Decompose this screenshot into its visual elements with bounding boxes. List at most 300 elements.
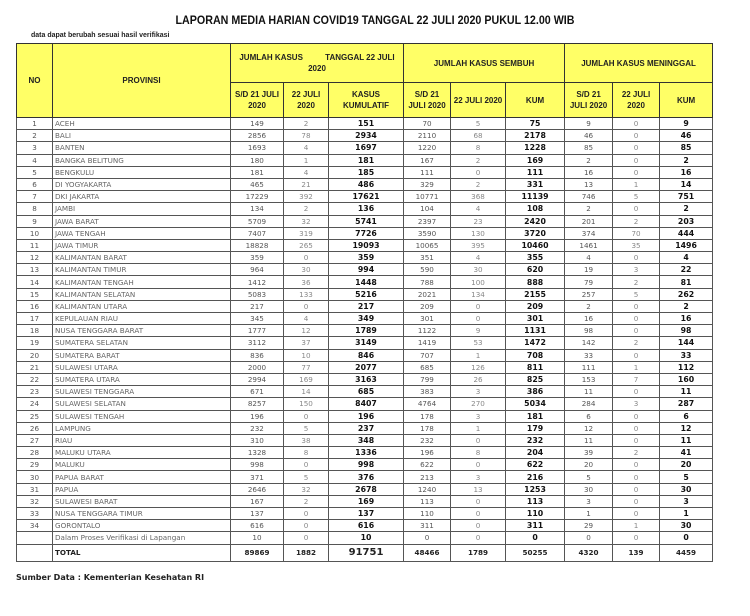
cell-kasus-sd: 17229 bbox=[231, 191, 284, 203]
cell-kasus-sd: 345 bbox=[231, 313, 284, 325]
total-kasus-today: 1882 bbox=[284, 544, 329, 561]
cell-meninggal-today: 0 bbox=[613, 495, 660, 507]
cell-meninggal-kum: 112 bbox=[660, 361, 713, 373]
cell-kasus-today: 133 bbox=[284, 288, 329, 300]
header-meninggal-today: 22 JULI 2020 bbox=[613, 83, 660, 118]
cell-meninggal-kum: 262 bbox=[660, 288, 713, 300]
cell-meninggal-sd: 11 bbox=[565, 434, 613, 446]
cell-no: 16 bbox=[17, 300, 53, 312]
table-row bbox=[17, 203, 713, 215]
cell-sembuh-kum: 181 bbox=[506, 410, 565, 422]
table-row bbox=[17, 349, 713, 361]
cell-meninggal-today: 0 bbox=[613, 459, 660, 471]
cell-sembuh-today: 0 bbox=[451, 508, 506, 520]
cell-kasus-today: 5 bbox=[284, 422, 329, 434]
cell-sembuh-kum: 111 bbox=[506, 166, 565, 178]
cell-prov: SUMATERA BARAT bbox=[53, 349, 231, 361]
cell-no: 7 bbox=[17, 191, 53, 203]
cell-sembuh-kum: 3720 bbox=[506, 227, 565, 239]
cell-sembuh-today: 1 bbox=[451, 422, 506, 434]
cell-kasus-today: 38 bbox=[284, 434, 329, 446]
cell-meninggal-sd: 9 bbox=[565, 118, 613, 130]
header-kasus-today: 22 JULI 2020 bbox=[284, 83, 329, 118]
cell-sembuh-today: 395 bbox=[451, 239, 506, 251]
cell-meninggal-today: 0 bbox=[613, 203, 660, 215]
cell-no: 17 bbox=[17, 313, 53, 325]
cell-meninggal-kum: 1496 bbox=[660, 239, 713, 251]
cell-sembuh-kum: 1131 bbox=[506, 325, 565, 337]
cell-prov: BALI bbox=[53, 130, 231, 142]
cell-sembuh-today: 53 bbox=[451, 337, 506, 349]
cell-sembuh-today: 0 bbox=[451, 495, 506, 507]
cell-sembuh-sd: 311 bbox=[404, 520, 451, 532]
cell-prov: Dalam Proses Verifikasi di Lapangan bbox=[53, 532, 231, 544]
cell-meninggal-today: 0 bbox=[613, 422, 660, 434]
cell-meninggal-sd: 30 bbox=[565, 483, 613, 495]
cell-meninggal-kum: 30 bbox=[660, 520, 713, 532]
cell-meninggal-today: 7 bbox=[613, 373, 660, 385]
cell-meninggal-today: 35 bbox=[613, 239, 660, 251]
cell-sembuh-today: 68 bbox=[451, 130, 506, 142]
cell-sembuh-sd: 2110 bbox=[404, 130, 451, 142]
cell-sembuh-sd: 2397 bbox=[404, 215, 451, 227]
cell-sembuh-today: 0 bbox=[451, 300, 506, 312]
cell-prov: GORONTALO bbox=[53, 520, 231, 532]
cell-sembuh-today: 23 bbox=[451, 215, 506, 227]
cell-sembuh-kum: 232 bbox=[506, 434, 565, 446]
cell-meninggal-sd: 2 bbox=[565, 203, 613, 215]
cell-no: 2 bbox=[17, 130, 53, 142]
cell-meninggal-sd: 374 bbox=[565, 227, 613, 239]
cell-meninggal-today: 0 bbox=[613, 386, 660, 398]
cell-no: 22 bbox=[17, 373, 53, 385]
cell-meninggal-today: 0 bbox=[613, 434, 660, 446]
cell-meninggal-today: 0 bbox=[613, 252, 660, 264]
cell-no: 13 bbox=[17, 264, 53, 276]
cell-kasus-sd: 671 bbox=[231, 386, 284, 398]
cell-kasus-kum: 998 bbox=[329, 459, 404, 471]
cell-meninggal-today: 2 bbox=[613, 215, 660, 227]
cell-prov: BANGKA BELITUNG bbox=[53, 154, 231, 166]
cell-prov: KEPULAUAN RIAU bbox=[53, 313, 231, 325]
cell-meninggal-kum: 85 bbox=[660, 142, 713, 154]
cell-meninggal-sd: 201 bbox=[565, 215, 613, 227]
cell-kasus-today: 10 bbox=[284, 349, 329, 361]
cell-meninggal-kum: 144 bbox=[660, 337, 713, 349]
cell-meninggal-kum: 4 bbox=[660, 252, 713, 264]
cell-meninggal-sd: 2 bbox=[565, 300, 613, 312]
cell-meninggal-today: 0 bbox=[613, 166, 660, 178]
cell-no: 20 bbox=[17, 349, 53, 361]
cell-sembuh-sd: 1419 bbox=[404, 337, 451, 349]
cell-no: 31 bbox=[17, 483, 53, 495]
cell-no: 12 bbox=[17, 252, 53, 264]
cell-sembuh-kum: 708 bbox=[506, 349, 565, 361]
cell-kasus-today: 1 bbox=[284, 154, 329, 166]
cell-meninggal-kum: 9 bbox=[660, 118, 713, 130]
cell-kasus-kum: 1789 bbox=[329, 325, 404, 337]
cell-no: 18 bbox=[17, 325, 53, 337]
table-row bbox=[17, 508, 713, 520]
cell-sembuh-sd: 301 bbox=[404, 313, 451, 325]
table-row bbox=[17, 166, 713, 178]
table-row bbox=[17, 386, 713, 398]
cell-sembuh-kum: 110 bbox=[506, 508, 565, 520]
total-kasus-sd: 89869 bbox=[231, 544, 284, 561]
cell-no: 32 bbox=[17, 495, 53, 507]
cell-prov: KALIMANTAN TIMUR bbox=[53, 264, 231, 276]
cell-kasus-sd: 7407 bbox=[231, 227, 284, 239]
cell-kasus-sd: 5709 bbox=[231, 215, 284, 227]
cell-sembuh-today: 9 bbox=[451, 325, 506, 337]
cell-sembuh-kum: 169 bbox=[506, 154, 565, 166]
cell-sembuh-sd: 111 bbox=[404, 166, 451, 178]
cell-sembuh-kum: 825 bbox=[506, 373, 565, 385]
header-kasus-sd: S/D 21 JULI 2020 bbox=[231, 83, 284, 118]
cell-kasus-kum: 3163 bbox=[329, 373, 404, 385]
cell-kasus-today: 78 bbox=[284, 130, 329, 142]
cell-meninggal-today: 0 bbox=[613, 349, 660, 361]
cell-meninggal-today: 0 bbox=[613, 508, 660, 520]
total-meninggal-today: 139 bbox=[613, 544, 660, 561]
cell-prov: PAPUA BARAT bbox=[53, 471, 231, 483]
cell-sembuh-kum: 811 bbox=[506, 361, 565, 373]
cell-sembuh-today: 3 bbox=[451, 410, 506, 422]
cell-kasus-kum: 2678 bbox=[329, 483, 404, 495]
cell-kasus-kum: 994 bbox=[329, 264, 404, 276]
cell-no: 11 bbox=[17, 239, 53, 251]
cell-sembuh-today: 134 bbox=[451, 288, 506, 300]
cell-meninggal-sd: 2 bbox=[565, 154, 613, 166]
cell-meninggal-sd: 85 bbox=[565, 142, 613, 154]
cell-no: 33 bbox=[17, 508, 53, 520]
total-sembuh-today: 1789 bbox=[451, 544, 506, 561]
cell-sembuh-sd: 329 bbox=[404, 178, 451, 190]
table-row bbox=[17, 471, 713, 483]
cell-sembuh-kum: 1228 bbox=[506, 142, 565, 154]
cell-kasus-sd: 149 bbox=[231, 118, 284, 130]
table-row bbox=[17, 532, 713, 544]
header-sembuh-sd: S/D 21 JULI 2020 bbox=[404, 83, 451, 118]
table-row bbox=[17, 447, 713, 459]
cell-sembuh-sd: 1240 bbox=[404, 483, 451, 495]
cell-kasus-sd: 196 bbox=[231, 410, 284, 422]
cell-sembuh-today: 30 bbox=[451, 264, 506, 276]
cell-prov: MALUKU bbox=[53, 459, 231, 471]
table-body bbox=[17, 118, 713, 562]
cell-kasus-kum: 1336 bbox=[329, 447, 404, 459]
cell-no: 21 bbox=[17, 361, 53, 373]
table-row bbox=[17, 361, 713, 373]
cell-kasus-today: 392 bbox=[284, 191, 329, 203]
cell-meninggal-sd: 5 bbox=[565, 471, 613, 483]
cell-meninggal-kum: 81 bbox=[660, 276, 713, 288]
cell-kasus-kum: 8407 bbox=[329, 398, 404, 410]
cell-kasus-kum: 196 bbox=[329, 410, 404, 422]
table-row bbox=[17, 130, 713, 142]
header-group-meninggal: JUMLAH KASUS MENINGGAL bbox=[565, 44, 713, 83]
cell-sembuh-today: 2 bbox=[451, 154, 506, 166]
header-meninggal-kum: KUM bbox=[660, 83, 713, 118]
cell-meninggal-kum: 444 bbox=[660, 227, 713, 239]
cell-sembuh-kum: 1472 bbox=[506, 337, 565, 349]
total-kasus-kum: 91751 bbox=[329, 544, 404, 561]
cell-kasus-today: 0 bbox=[284, 300, 329, 312]
cell-meninggal-kum: 2 bbox=[660, 154, 713, 166]
cell-sembuh-sd: 213 bbox=[404, 471, 451, 483]
cell-sembuh-kum: 311 bbox=[506, 520, 565, 532]
cell-sembuh-kum: 2420 bbox=[506, 215, 565, 227]
cell-meninggal-sd: 746 bbox=[565, 191, 613, 203]
cell-kasus-today: 169 bbox=[284, 373, 329, 385]
cell-meninggal-kum: 16 bbox=[660, 166, 713, 178]
cell-kasus-kum: 5216 bbox=[329, 288, 404, 300]
cell-kasus-sd: 616 bbox=[231, 520, 284, 532]
cell-meninggal-kum: 14 bbox=[660, 178, 713, 190]
table-row bbox=[17, 495, 713, 507]
table-row bbox=[17, 520, 713, 532]
cell-meninggal-kum: 160 bbox=[660, 373, 713, 385]
cell-kasus-sd: 18828 bbox=[231, 239, 284, 251]
cell-no: 4 bbox=[17, 154, 53, 166]
cell-sembuh-today: 130 bbox=[451, 227, 506, 239]
cell-kasus-today: 2 bbox=[284, 495, 329, 507]
cell-meninggal-today: 0 bbox=[613, 154, 660, 166]
cell-prov: BENGKULU bbox=[53, 166, 231, 178]
cell-sembuh-kum: 216 bbox=[506, 471, 565, 483]
cell-no: 25 bbox=[17, 410, 53, 422]
cell-sembuh-kum: 10460 bbox=[506, 239, 565, 251]
cell-kasus-kum: 2934 bbox=[329, 130, 404, 142]
cell-meninggal-sd: 33 bbox=[565, 349, 613, 361]
cell-sembuh-kum: 0 bbox=[506, 532, 565, 544]
cell-meninggal-sd: 1461 bbox=[565, 239, 613, 251]
cell-sembuh-sd: 167 bbox=[404, 154, 451, 166]
cell-meninggal-sd: 13 bbox=[565, 178, 613, 190]
cell-kasus-today: 0 bbox=[284, 532, 329, 544]
cell-meninggal-kum: 98 bbox=[660, 325, 713, 337]
cell-kasus-today: 36 bbox=[284, 276, 329, 288]
header-sembuh-kum: KUM bbox=[506, 83, 565, 118]
cell-meninggal-sd: 19 bbox=[565, 264, 613, 276]
cell-sembuh-sd: 383 bbox=[404, 386, 451, 398]
cell-prov: BANTEN bbox=[53, 142, 231, 154]
cell-sembuh-kum: 204 bbox=[506, 447, 565, 459]
cell-no: 6 bbox=[17, 178, 53, 190]
cell-kasus-today: 77 bbox=[284, 361, 329, 373]
cell-kasus-kum: 376 bbox=[329, 471, 404, 483]
cell-sembuh-kum: 11139 bbox=[506, 191, 565, 203]
cell-sembuh-sd: 799 bbox=[404, 373, 451, 385]
cell-kasus-today: 2 bbox=[284, 118, 329, 130]
header-meninggal-sd: S/D 21 JULI 2020 bbox=[565, 83, 613, 118]
source-note: Sumber Data : Kementerian Kesehatan RI bbox=[16, 573, 205, 582]
cell-sembuh-sd: 590 bbox=[404, 264, 451, 276]
cell-kasus-kum: 3149 bbox=[329, 337, 404, 349]
cell-meninggal-today: 2 bbox=[613, 337, 660, 349]
cell-kasus-today: 319 bbox=[284, 227, 329, 239]
table-row bbox=[17, 118, 713, 130]
cell-prov: KALIMANTAN SELATAN bbox=[53, 288, 231, 300]
cell-meninggal-today: 0 bbox=[613, 300, 660, 312]
cell-kasus-sd: 3112 bbox=[231, 337, 284, 349]
cell-sembuh-sd: 178 bbox=[404, 410, 451, 422]
table-row bbox=[17, 398, 713, 410]
header-provinsi: PROVINSI bbox=[53, 44, 231, 118]
table-row bbox=[17, 215, 713, 227]
cell-kasus-today: 37 bbox=[284, 337, 329, 349]
total-row bbox=[17, 544, 713, 561]
cell-sembuh-today: 5 bbox=[451, 118, 506, 130]
cell-kasus-today: 4 bbox=[284, 142, 329, 154]
cell-no: 15 bbox=[17, 288, 53, 300]
header-kasus-kum: KASUS KUMULATIF bbox=[329, 83, 404, 118]
cell-kasus-kum: 19093 bbox=[329, 239, 404, 251]
cell-kasus-sd: 8257 bbox=[231, 398, 284, 410]
cell-sembuh-sd: 104 bbox=[404, 203, 451, 215]
cell-meninggal-sd: 11 bbox=[565, 386, 613, 398]
cell-meninggal-today: 0 bbox=[613, 313, 660, 325]
cell-meninggal-sd: 153 bbox=[565, 373, 613, 385]
cell-sembuh-today: 8 bbox=[451, 142, 506, 154]
cell-kasus-kum: 237 bbox=[329, 422, 404, 434]
cell-prov: RIAU bbox=[53, 434, 231, 446]
cell-meninggal-kum: 2 bbox=[660, 300, 713, 312]
cell-no: 27 bbox=[17, 434, 53, 446]
cell-sembuh-sd: 2021 bbox=[404, 288, 451, 300]
total-prov: TOTAL bbox=[53, 544, 231, 561]
cell-prov: LAMPUNG bbox=[53, 422, 231, 434]
cell-sembuh-kum: 1253 bbox=[506, 483, 565, 495]
cell-meninggal-today: 2 bbox=[613, 276, 660, 288]
cell-kasus-today: 32 bbox=[284, 483, 329, 495]
table-row bbox=[17, 227, 713, 239]
cell-kasus-sd: 232 bbox=[231, 422, 284, 434]
cell-kasus-today: 4 bbox=[284, 166, 329, 178]
cell-meninggal-sd: 29 bbox=[565, 520, 613, 532]
table-row bbox=[17, 142, 713, 154]
cell-kasus-kum: 5741 bbox=[329, 215, 404, 227]
cell-kasus-kum: 137 bbox=[329, 508, 404, 520]
cell-meninggal-kum: 16 bbox=[660, 313, 713, 325]
cell-prov: NUSA TENGGARA BARAT bbox=[53, 325, 231, 337]
cell-sembuh-kum: 2178 bbox=[506, 130, 565, 142]
table-row bbox=[17, 264, 713, 276]
cell-sembuh-sd: 10065 bbox=[404, 239, 451, 251]
cell-meninggal-kum: 22 bbox=[660, 264, 713, 276]
cell-prov: JAMBI bbox=[53, 203, 231, 215]
cell-prov: KALIMANTAN TENGAH bbox=[53, 276, 231, 288]
cell-kasus-today: 4 bbox=[284, 313, 329, 325]
cell-prov: SULAWESI TENGAH bbox=[53, 410, 231, 422]
cell-meninggal-today: 5 bbox=[613, 288, 660, 300]
cell-prov: KALIMANTAN BARAT bbox=[53, 252, 231, 264]
cell-meninggal-today: 0 bbox=[613, 142, 660, 154]
cell-kasus-sd: 10 bbox=[231, 532, 284, 544]
cell-no: 8 bbox=[17, 203, 53, 215]
cell-meninggal-kum: 46 bbox=[660, 130, 713, 142]
total-meninggal-sd: 4320 bbox=[565, 544, 613, 561]
cell-kasus-kum: 1697 bbox=[329, 142, 404, 154]
cell-sembuh-sd: 4764 bbox=[404, 398, 451, 410]
cell-kasus-sd: 964 bbox=[231, 264, 284, 276]
cell-prov: SULAWESI TENGGARA bbox=[53, 386, 231, 398]
cell-meninggal-today: 0 bbox=[613, 410, 660, 422]
cell-meninggal-today: 0 bbox=[613, 118, 660, 130]
table-row bbox=[17, 191, 713, 203]
cell-sembuh-kum: 386 bbox=[506, 386, 565, 398]
cell-no: 24 bbox=[17, 398, 53, 410]
table-row bbox=[17, 154, 713, 166]
cell-kasus-today: 0 bbox=[284, 459, 329, 471]
cell-meninggal-kum: 11 bbox=[660, 434, 713, 446]
cell-meninggal-today: 0 bbox=[613, 325, 660, 337]
cell-meninggal-kum: 1 bbox=[660, 508, 713, 520]
cell-meninggal-sd: 142 bbox=[565, 337, 613, 349]
cell-sembuh-sd: 70 bbox=[404, 118, 451, 130]
cell-kasus-kum: 359 bbox=[329, 252, 404, 264]
cell-sembuh-kum: 5034 bbox=[506, 398, 565, 410]
cell-prov: PAPUA bbox=[53, 483, 231, 495]
cell-kasus-today: 150 bbox=[284, 398, 329, 410]
cell-kasus-sd: 465 bbox=[231, 178, 284, 190]
cell-sembuh-kum: 108 bbox=[506, 203, 565, 215]
cell-kasus-today: 30 bbox=[284, 264, 329, 276]
cell-kasus-today: 8 bbox=[284, 447, 329, 459]
cell-kasus-kum: 10 bbox=[329, 532, 404, 544]
cell-kasus-kum: 136 bbox=[329, 203, 404, 215]
cell-no: 34 bbox=[17, 520, 53, 532]
cell-kasus-kum: 685 bbox=[329, 386, 404, 398]
cell-kasus-sd: 137 bbox=[231, 508, 284, 520]
cell-kasus-sd: 134 bbox=[231, 203, 284, 215]
cell-meninggal-sd: 111 bbox=[565, 361, 613, 373]
cell-sembuh-kum: 179 bbox=[506, 422, 565, 434]
cell-kasus-sd: 181 bbox=[231, 166, 284, 178]
cell-sembuh-sd: 0 bbox=[404, 532, 451, 544]
cell-kasus-sd: 5083 bbox=[231, 288, 284, 300]
cell-sembuh-today: 4 bbox=[451, 203, 506, 215]
cell-kasus-kum: 1448 bbox=[329, 276, 404, 288]
cell-meninggal-kum: 6 bbox=[660, 410, 713, 422]
table-row bbox=[17, 252, 713, 264]
cell-prov: SULAWESI BARAT bbox=[53, 495, 231, 507]
cell-kasus-sd: 1777 bbox=[231, 325, 284, 337]
cell-sembuh-today: 3 bbox=[451, 386, 506, 398]
cell-sembuh-sd: 178 bbox=[404, 422, 451, 434]
cell-sembuh-kum: 355 bbox=[506, 252, 565, 264]
cell-sembuh-kum: 301 bbox=[506, 313, 565, 325]
total-meninggal-kum: 4459 bbox=[660, 544, 713, 561]
cell-kasus-sd: 2856 bbox=[231, 130, 284, 142]
cell-no: 10 bbox=[17, 227, 53, 239]
cell-meninggal-today: 0 bbox=[613, 483, 660, 495]
cell-kasus-kum: 151 bbox=[329, 118, 404, 130]
cell-kasus-kum: 2077 bbox=[329, 361, 404, 373]
cell-meninggal-kum: 41 bbox=[660, 447, 713, 459]
cell-meninggal-sd: 284 bbox=[565, 398, 613, 410]
cell-no: 29 bbox=[17, 459, 53, 471]
cell-meninggal-today: 3 bbox=[613, 264, 660, 276]
cell-meninggal-sd: 16 bbox=[565, 166, 613, 178]
cell-prov: KALIMANTAN UTARA bbox=[53, 300, 231, 312]
cell-sembuh-today: 3 bbox=[451, 471, 506, 483]
table-row bbox=[17, 325, 713, 337]
cell-kasus-sd: 167 bbox=[231, 495, 284, 507]
cell-meninggal-sd: 46 bbox=[565, 130, 613, 142]
cell-prov: JAWA TIMUR bbox=[53, 239, 231, 251]
cell-kasus-today: 265 bbox=[284, 239, 329, 251]
